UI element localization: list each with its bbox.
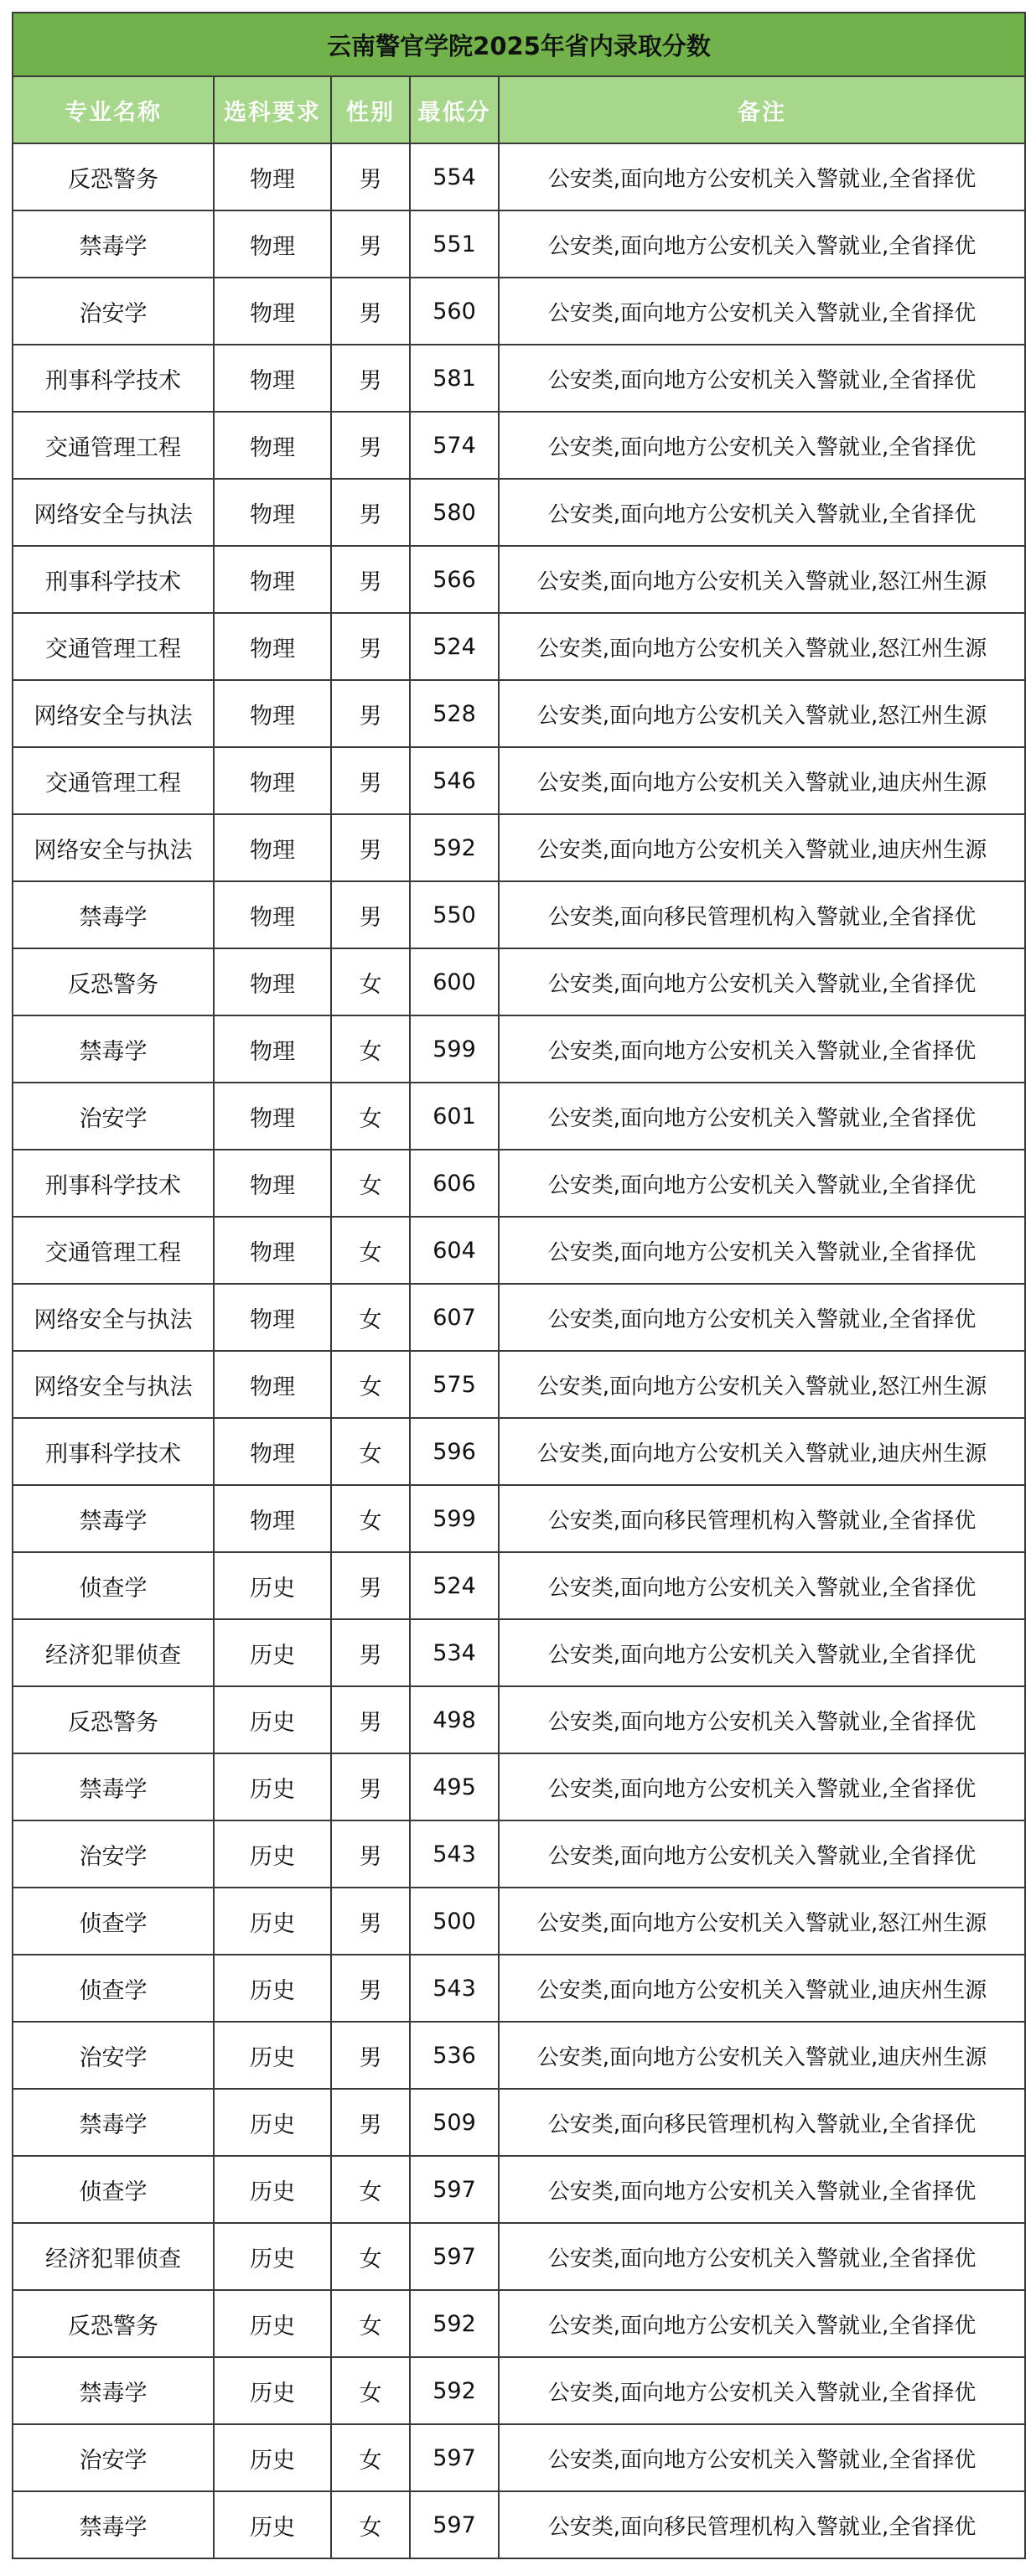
- table-row: [13, 948, 1025, 1015]
- note-cell: 公安类,面向地方公安机关入警就业,全省择优: [499, 345, 1025, 412]
- score-cell: 601: [410, 1083, 499, 1150]
- subject-cell: 物理: [214, 345, 331, 412]
- score-cell: 604: [410, 1217, 499, 1284]
- score-cell: 581: [410, 345, 499, 412]
- gender-cell: 男: [331, 1820, 410, 1888]
- score-cell: 597: [410, 2491, 499, 2558]
- table-row: [13, 2290, 1025, 2357]
- subject-cell: 物理: [214, 747, 331, 814]
- score-cell: 596: [410, 1418, 499, 1485]
- major-cell: 网络安全与执法: [13, 479, 214, 546]
- subject-cell: 历史: [214, 2022, 331, 2089]
- major-cell: 反恐警务: [13, 143, 214, 210]
- score-cell: 524: [410, 1552, 499, 1619]
- major-cell: 禁毒学: [13, 881, 214, 948]
- subject-cell: 历史: [214, 2223, 331, 2290]
- gender-cell: 男: [331, 1552, 410, 1619]
- gender-cell: 男: [331, 814, 410, 881]
- note-cell: 公安类,面向地方公安机关入警就业,迪庆州生源: [499, 2022, 1025, 2089]
- score-cell: 599: [410, 1015, 499, 1083]
- gender-cell: 男: [331, 546, 410, 613]
- table-row: [13, 2156, 1025, 2223]
- subject-cell: 历史: [214, 1753, 331, 1820]
- score-cell: 580: [410, 479, 499, 546]
- note-cell: 公安类,面向地方公安机关入警就业,怒江州生源: [499, 1351, 1025, 1418]
- major-cell: 治安学: [13, 278, 214, 345]
- score-cell: 534: [410, 1619, 499, 1686]
- table-title: 云南警官学院2025年省内录取分数: [13, 13, 1025, 76]
- note-cell: 公安类,面向地方公安机关入警就业,怒江州生源: [499, 1888, 1025, 1955]
- gender-cell: 女: [331, 2156, 410, 2223]
- major-cell: 交通管理工程: [13, 1217, 214, 1284]
- score-cell: 597: [410, 2156, 499, 2223]
- note-cell: 公安类,面向地方公安机关入警就业,全省择优: [499, 2290, 1025, 2357]
- table-row: [13, 881, 1025, 948]
- table-row: [13, 1015, 1025, 1083]
- major-cell: 刑事科学技术: [13, 345, 214, 412]
- gender-cell: 男: [331, 1753, 410, 1820]
- table-row: [13, 278, 1025, 345]
- major-cell: 治安学: [13, 1820, 214, 1888]
- subject-cell: 物理: [214, 1015, 331, 1083]
- score-cell: 575: [410, 1351, 499, 1418]
- gender-cell: 男: [331, 2022, 410, 2089]
- note-cell: 公安类,面向地方公安机关入警就业,全省择优: [499, 948, 1025, 1015]
- table-row: [13, 1418, 1025, 1485]
- table-row: [13, 143, 1025, 210]
- subject-cell: 物理: [214, 613, 331, 680]
- gender-cell: 女: [331, 1284, 410, 1351]
- gender-cell: 女: [331, 2491, 410, 2558]
- major-cell: 禁毒学: [13, 1015, 214, 1083]
- table-row: [13, 1217, 1025, 1284]
- gender-cell: 男: [331, 747, 410, 814]
- major-cell: 侦查学: [13, 1888, 214, 1955]
- table-row: [13, 479, 1025, 546]
- table-row: [13, 1619, 1025, 1686]
- major-cell: 治安学: [13, 2022, 214, 2089]
- subject-cell: 历史: [214, 2290, 331, 2357]
- score-cell: 536: [410, 2022, 499, 2089]
- column-header-major: 专业名称: [13, 76, 214, 143]
- score-cell: 554: [410, 143, 499, 210]
- note-cell: 公安类,面向地方公安机关入警就业,全省择优: [499, 2357, 1025, 2424]
- gender-cell: 男: [331, 613, 410, 680]
- major-cell: 网络安全与执法: [13, 1284, 214, 1351]
- subject-cell: 物理: [214, 1083, 331, 1150]
- note-cell: 公安类,面向地方公安机关入警就业,迪庆州生源: [499, 747, 1025, 814]
- gender-cell: 男: [331, 1955, 410, 2022]
- score-cell: 592: [410, 814, 499, 881]
- gender-cell: 女: [331, 1485, 410, 1552]
- major-cell: 侦查学: [13, 1552, 214, 1619]
- table-row: [13, 210, 1025, 278]
- major-cell: 禁毒学: [13, 1753, 214, 1820]
- major-cell: 禁毒学: [13, 210, 214, 278]
- major-cell: 交通管理工程: [13, 412, 214, 479]
- subject-cell: 物理: [214, 1485, 331, 1552]
- table-row: [13, 1753, 1025, 1820]
- note-cell: 公安类,面向地方公安机关入警就业,全省择优: [499, 1083, 1025, 1150]
- column-header-subject: 选科要求: [214, 76, 331, 143]
- note-cell: 公安类,面向地方公安机关入警就业,全省择优: [499, 2156, 1025, 2223]
- score-cell: 551: [410, 210, 499, 278]
- table-row: [13, 546, 1025, 613]
- gender-cell: 女: [331, 1015, 410, 1083]
- major-cell: 治安学: [13, 1083, 214, 1150]
- table-row: [13, 2223, 1025, 2290]
- gender-cell: 男: [331, 881, 410, 948]
- gender-cell: 男: [331, 1686, 410, 1753]
- note-cell: 公安类,面向地方公安机关入警就业,全省择优: [499, 1820, 1025, 1888]
- gender-cell: 女: [331, 2424, 410, 2491]
- table-row: [13, 2089, 1025, 2156]
- subject-cell: 历史: [214, 2156, 331, 2223]
- subject-cell: 历史: [214, 2357, 331, 2424]
- gender-cell: 男: [331, 278, 410, 345]
- major-cell: 禁毒学: [13, 1485, 214, 1552]
- subject-cell: 物理: [214, 1418, 331, 1485]
- gender-cell: 女: [331, 1351, 410, 1418]
- subject-cell: 历史: [214, 1955, 331, 2022]
- note-cell: 公安类,面向移民管理机构入警就业,全省择优: [499, 2491, 1025, 2558]
- score-cell: 574: [410, 412, 499, 479]
- major-cell: 刑事科学技术: [13, 546, 214, 613]
- gender-cell: 女: [331, 2357, 410, 2424]
- note-cell: 公安类,面向地方公安机关入警就业,全省择优: [499, 143, 1025, 210]
- subject-cell: 物理: [214, 881, 331, 948]
- table-row: [13, 1686, 1025, 1753]
- score-cell: 597: [410, 2424, 499, 2491]
- score-cell: 597: [410, 2223, 499, 2290]
- table-row: [13, 1351, 1025, 1418]
- major-cell: 反恐警务: [13, 948, 214, 1015]
- major-cell: 刑事科学技术: [13, 1150, 214, 1217]
- subject-cell: 物理: [214, 1284, 331, 1351]
- note-cell: 公安类,面向移民管理机构入警就业,全省择优: [499, 881, 1025, 948]
- major-cell: 经济犯罪侦查: [13, 2223, 214, 2290]
- gender-cell: 女: [331, 1418, 410, 1485]
- score-cell: 550: [410, 881, 499, 948]
- note-cell: 公安类,面向地方公安机关入警就业,迪庆州生源: [499, 1955, 1025, 2022]
- gender-cell: 男: [331, 2089, 410, 2156]
- note-cell: 公安类,面向地方公安机关入警就业,全省择优: [499, 2424, 1025, 2491]
- note-cell: 公安类,面向地方公安机关入警就业,全省择优: [499, 1686, 1025, 1753]
- major-cell: 网络安全与执法: [13, 814, 214, 881]
- subject-cell: 物理: [214, 1217, 331, 1284]
- table-row: [13, 1552, 1025, 1619]
- major-cell: 网络安全与执法: [13, 1351, 214, 1418]
- subject-cell: 物理: [214, 814, 331, 881]
- subject-cell: 物理: [214, 143, 331, 210]
- note-cell: 公安类,面向地方公安机关入警就业,全省择优: [499, 1552, 1025, 1619]
- note-cell: 公安类,面向移民管理机构入警就业,全省择优: [499, 1485, 1025, 1552]
- subject-cell: 历史: [214, 1619, 331, 1686]
- table-row: [13, 1150, 1025, 1217]
- gender-cell: 女: [331, 1150, 410, 1217]
- gender-cell: 男: [331, 1619, 410, 1686]
- note-cell: 公安类,面向地方公安机关入警就业,全省择优: [499, 1284, 1025, 1351]
- gender-cell: 女: [331, 948, 410, 1015]
- score-cell: 546: [410, 747, 499, 814]
- table-row: [13, 1955, 1025, 2022]
- subject-cell: 历史: [214, 2491, 331, 2558]
- subject-cell: 历史: [214, 1686, 331, 1753]
- note-cell: 公安类,面向地方公安机关入警就业,全省择优: [499, 278, 1025, 345]
- table-header-row: [13, 76, 1025, 143]
- table-row: [13, 345, 1025, 412]
- major-cell: 治安学: [13, 2424, 214, 2491]
- gender-cell: 女: [331, 1083, 410, 1150]
- column-header-gender: 性别: [331, 76, 410, 143]
- subject-cell: 物理: [214, 1150, 331, 1217]
- table-row: [13, 1820, 1025, 1888]
- gender-cell: 男: [331, 479, 410, 546]
- subject-cell: 物理: [214, 1351, 331, 1418]
- major-cell: 禁毒学: [13, 2491, 214, 2558]
- score-cell: 498: [410, 1686, 499, 1753]
- note-cell: 公安类,面向地方公安机关入警就业,全省择优: [499, 1753, 1025, 1820]
- note-cell: 公安类,面向地方公安机关入警就业,全省择优: [499, 1619, 1025, 1686]
- note-cell: 公安类,面向地方公安机关入警就业,怒江州生源: [499, 546, 1025, 613]
- note-cell: 公安类,面向地方公安机关入警就业,怒江州生源: [499, 680, 1025, 747]
- subject-cell: 物理: [214, 546, 331, 613]
- major-cell: 侦查学: [13, 1955, 214, 2022]
- note-cell: 公安类,面向地方公安机关入警就业,全省择优: [499, 1015, 1025, 1083]
- gender-cell: 男: [331, 680, 410, 747]
- score-cell: 543: [410, 1955, 499, 2022]
- gender-cell: 男: [331, 345, 410, 412]
- subject-cell: 历史: [214, 2424, 331, 2491]
- score-cell: 524: [410, 613, 499, 680]
- score-cell: 606: [410, 1150, 499, 1217]
- major-cell: 网络安全与执法: [13, 680, 214, 747]
- subject-cell: 物理: [214, 680, 331, 747]
- major-cell: 刑事科学技术: [13, 1418, 214, 1485]
- major-cell: 经济犯罪侦查: [13, 1619, 214, 1686]
- note-cell: 公安类,面向地方公安机关入警就业,全省择优: [499, 479, 1025, 546]
- table-title-row: [13, 13, 1025, 76]
- major-cell: 交通管理工程: [13, 613, 214, 680]
- score-cell: 600: [410, 948, 499, 1015]
- subject-cell: 物理: [214, 278, 331, 345]
- subject-cell: 物理: [214, 479, 331, 546]
- score-cell: 592: [410, 2290, 499, 2357]
- note-cell: 公安类,面向地方公安机关入警就业,全省择优: [499, 210, 1025, 278]
- table-row: [13, 613, 1025, 680]
- score-cell: 543: [410, 1820, 499, 1888]
- table-row: [13, 2424, 1025, 2491]
- note-cell: 公安类,面向地方公安机关入警就业,全省择优: [499, 2223, 1025, 2290]
- note-cell: 公安类,面向地方公安机关入警就业,全省择优: [499, 1150, 1025, 1217]
- note-cell: 公安类,面向移民管理机构入警就业,全省择优: [499, 2089, 1025, 2156]
- major-cell: 侦查学: [13, 2156, 214, 2223]
- score-cell: 528: [410, 680, 499, 747]
- gender-cell: 男: [331, 143, 410, 210]
- gender-cell: 男: [331, 1888, 410, 1955]
- subject-cell: 历史: [214, 2089, 331, 2156]
- admission-score-table: [12, 12, 1026, 2559]
- score-cell: 500: [410, 1888, 499, 1955]
- subject-cell: 物理: [214, 948, 331, 1015]
- subject-cell: 历史: [214, 1888, 331, 1955]
- score-cell: 495: [410, 1753, 499, 1820]
- note-cell: 公安类,面向地方公安机关入警就业,迪庆州生源: [499, 1418, 1025, 1485]
- gender-cell: 女: [331, 2223, 410, 2290]
- score-cell: 560: [410, 278, 499, 345]
- table-row: [13, 1083, 1025, 1150]
- column-header-note: 备注: [499, 76, 1025, 143]
- gender-cell: 男: [331, 210, 410, 278]
- note-cell: 公安类,面向地方公安机关入警就业,怒江州生源: [499, 613, 1025, 680]
- table-row: [13, 747, 1025, 814]
- table-row: [13, 412, 1025, 479]
- table-row: [13, 680, 1025, 747]
- table-row: [13, 1284, 1025, 1351]
- subject-cell: 历史: [214, 1820, 331, 1888]
- table-row: [13, 1485, 1025, 1552]
- major-cell: 反恐警务: [13, 2290, 214, 2357]
- score-cell: 566: [410, 546, 499, 613]
- table-row: [13, 1888, 1025, 1955]
- major-cell: 禁毒学: [13, 2089, 214, 2156]
- table-row: [13, 814, 1025, 881]
- subject-cell: 历史: [214, 1552, 331, 1619]
- major-cell: 交通管理工程: [13, 747, 214, 814]
- score-cell: 592: [410, 2357, 499, 2424]
- table-row: [13, 2022, 1025, 2089]
- table-row: [13, 2491, 1025, 2558]
- column-header-score: 最低分: [410, 76, 499, 143]
- gender-cell: 男: [331, 412, 410, 479]
- score-cell: 599: [410, 1485, 499, 1552]
- note-cell: 公安类,面向地方公安机关入警就业,迪庆州生源: [499, 814, 1025, 881]
- note-cell: 公安类,面向地方公安机关入警就业,全省择优: [499, 412, 1025, 479]
- admission-score-sheet: [12, 12, 1024, 2559]
- major-cell: 反恐警务: [13, 1686, 214, 1753]
- gender-cell: 女: [331, 1217, 410, 1284]
- table-row: [13, 2357, 1025, 2424]
- score-cell: 509: [410, 2089, 499, 2156]
- major-cell: 禁毒学: [13, 2357, 214, 2424]
- note-cell: 公安类,面向地方公安机关入警就业,全省择优: [499, 1217, 1025, 1284]
- gender-cell: 女: [331, 2290, 410, 2357]
- score-cell: 607: [410, 1284, 499, 1351]
- subject-cell: 物理: [214, 210, 331, 278]
- subject-cell: 物理: [214, 412, 331, 479]
